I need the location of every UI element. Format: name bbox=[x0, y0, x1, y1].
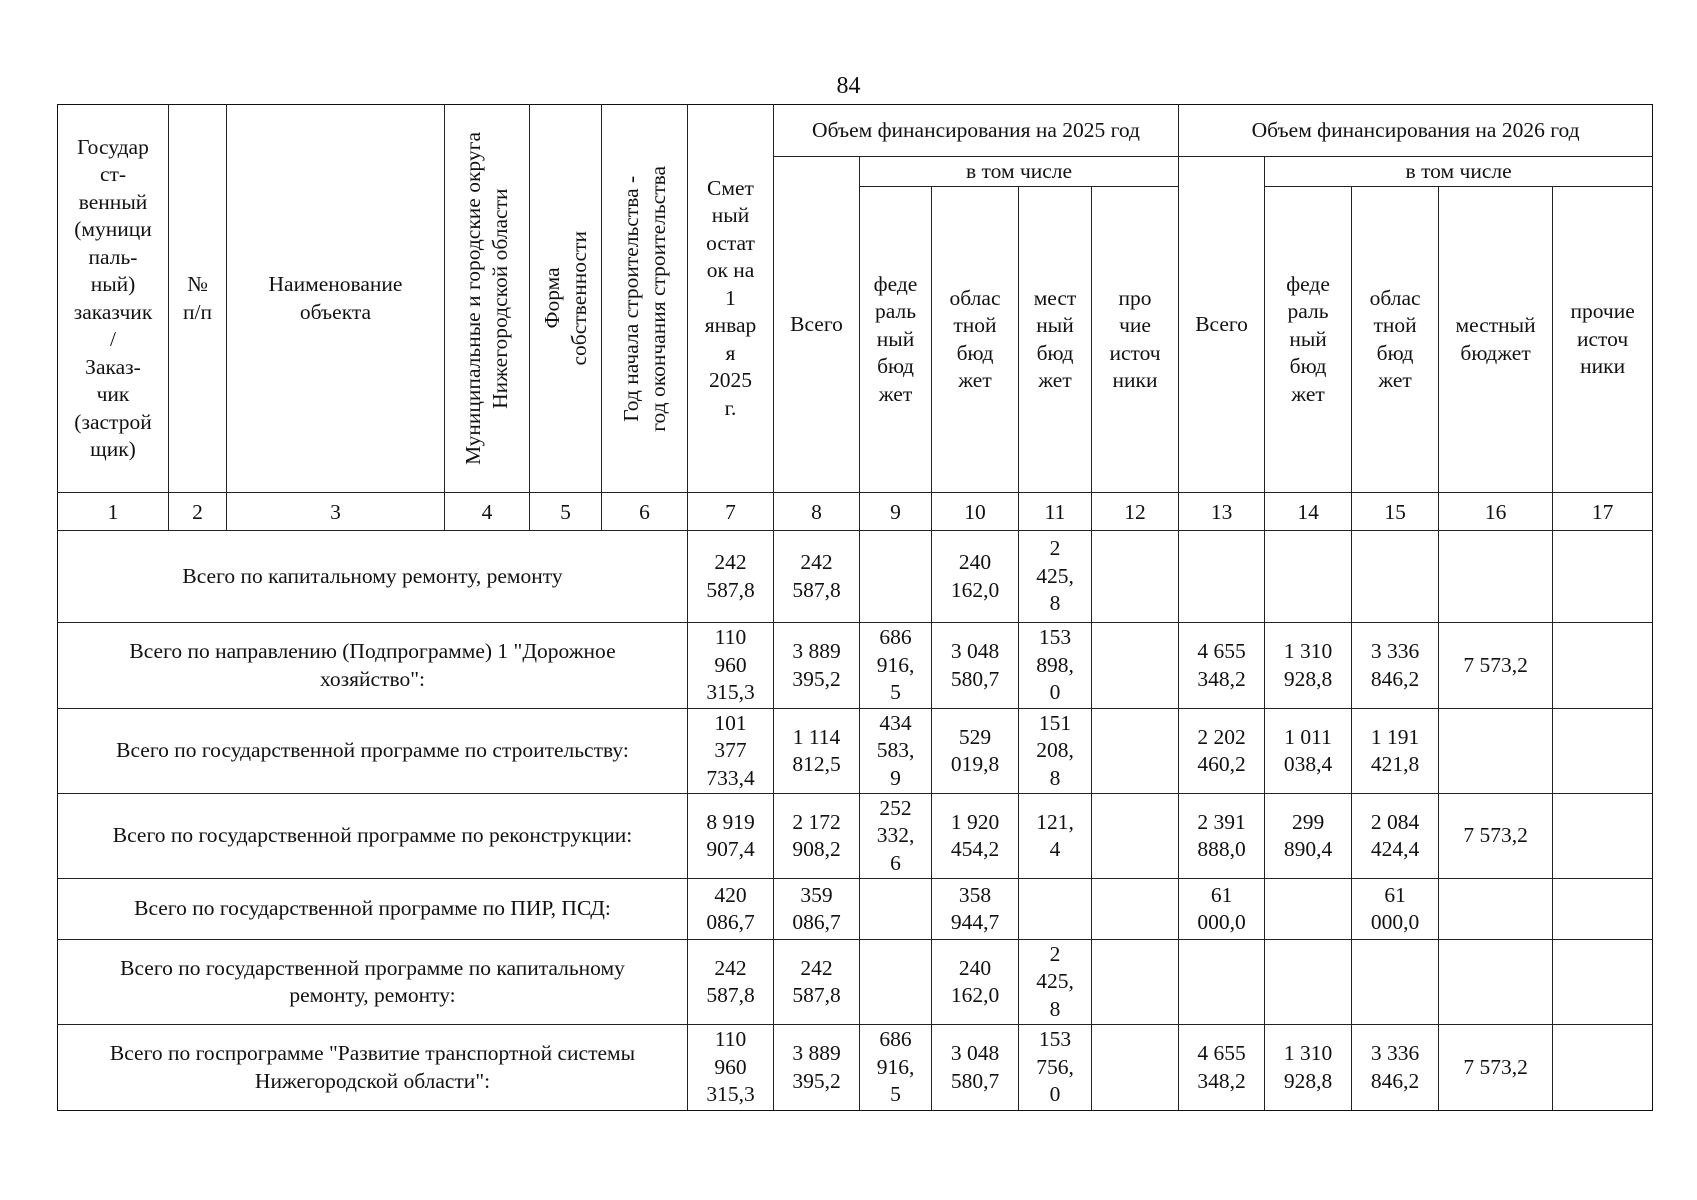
cell-local-2026 bbox=[1439, 709, 1553, 794]
header-local-2025: мест ный бюд жет bbox=[1019, 187, 1092, 493]
header-total-2025: Всего bbox=[774, 157, 860, 493]
cell-total-2025: 3 889 395,2 bbox=[774, 623, 860, 709]
column-number: 6 bbox=[602, 493, 688, 531]
cell-other-2026 bbox=[1553, 794, 1653, 879]
cell-federal-2025 bbox=[860, 531, 932, 623]
cell-estimated-balance: 242 587,8 bbox=[688, 531, 774, 623]
cell-local-2025: 151 208, 8 bbox=[1019, 709, 1092, 794]
cell-other-2025 bbox=[1092, 709, 1179, 794]
cell-other-2025 bbox=[1092, 531, 1179, 623]
column-number: 10 bbox=[932, 493, 1019, 531]
header-total-2026: Всего bbox=[1179, 157, 1265, 493]
cell-estimated-balance: 420 086,7 bbox=[688, 879, 774, 940]
cell-regional-2025: 3 048 580,7 bbox=[932, 623, 1019, 709]
header-local-2026: местный бюджет bbox=[1439, 187, 1553, 493]
cell-total-2025: 2 172 908,2 bbox=[774, 794, 860, 879]
header-federal-2025: феде раль ный бюд жет bbox=[860, 187, 932, 493]
cell-local-2025 bbox=[1019, 879, 1092, 940]
header-other-2026: прочие источ ники bbox=[1553, 187, 1653, 493]
header-estimated-balance: Смет ный остат ок на 1 январ я 2025 г. bbox=[688, 105, 774, 493]
cell-total-2025: 242 587,8 bbox=[774, 940, 860, 1025]
cell-regional-2026: 61 000,0 bbox=[1352, 879, 1439, 940]
cell-federal-2026 bbox=[1265, 940, 1352, 1025]
row-label: Всего по государственной программе по строительству: bbox=[58, 709, 688, 794]
header-row-group bbox=[58, 105, 1653, 157]
column-number: 11 bbox=[1019, 493, 1092, 531]
column-number: 12 bbox=[1092, 493, 1179, 531]
cell-other-2026 bbox=[1553, 1025, 1653, 1111]
cell-total-2025: 359 086,7 bbox=[774, 879, 860, 940]
cell-total-2026: 61 000,0 bbox=[1179, 879, 1265, 940]
cell-other-2025 bbox=[1092, 879, 1179, 940]
cell-estimated-balance: 110 960 315,3 bbox=[688, 623, 774, 709]
cell-total-2025: 1 114 812,5 bbox=[774, 709, 860, 794]
table-row bbox=[58, 709, 1653, 794]
column-number: 1 bbox=[58, 493, 169, 531]
cell-local-2025: 153 756, 0 bbox=[1019, 1025, 1092, 1111]
cell-regional-2025: 240 162,0 bbox=[932, 940, 1019, 1025]
row-label: Всего по направлению (Подпрограмме) 1 "Дорожное хозяйство": bbox=[58, 623, 688, 709]
column-number: 16 bbox=[1439, 493, 1553, 531]
header-financing-2026: Объем финансирования на 2026 год bbox=[1179, 105, 1653, 157]
cell-regional-2026: 3 336 846,2 bbox=[1352, 623, 1439, 709]
cell-other-2026 bbox=[1553, 879, 1653, 940]
cell-local-2026 bbox=[1439, 531, 1553, 623]
page-number: 84 bbox=[836, 73, 861, 99]
table-row bbox=[58, 879, 1653, 940]
table-row bbox=[58, 531, 1653, 623]
header-ownership-form: Форма собственности bbox=[530, 105, 602, 493]
cell-local-2026 bbox=[1439, 879, 1553, 940]
cell-regional-2025: 3 048 580,7 bbox=[932, 1025, 1019, 1111]
column-number: 5 bbox=[530, 493, 602, 531]
column-number: 17 bbox=[1553, 493, 1653, 531]
cell-regional-2025: 240 162,0 bbox=[932, 531, 1019, 623]
header-municipalities: Муниципальные и городские округа Нижегородской области bbox=[445, 105, 530, 493]
cell-estimated-balance: 110 960 315,3 bbox=[688, 1025, 774, 1111]
cell-federal-2025: 686 916, 5 bbox=[860, 623, 932, 709]
cell-other-2026 bbox=[1553, 623, 1653, 709]
cell-federal-2026: 1 011 038,4 bbox=[1265, 709, 1352, 794]
cell-other-2026 bbox=[1553, 940, 1653, 1025]
cell-total-2025: 242 587,8 bbox=[774, 531, 860, 623]
cell-federal-2026: 1 310 928,8 bbox=[1265, 623, 1352, 709]
cell-other-2026 bbox=[1553, 531, 1653, 623]
column-number: 3 bbox=[227, 493, 445, 531]
header-regional-2025: облас тной бюд жет bbox=[932, 187, 1019, 493]
table-row bbox=[58, 940, 1653, 1025]
cell-federal-2025: 686 916, 5 bbox=[860, 1025, 932, 1111]
cell-other-2025 bbox=[1092, 1025, 1179, 1111]
column-number: 9 bbox=[860, 493, 932, 531]
cell-federal-2026 bbox=[1265, 531, 1352, 623]
column-number: 2 bbox=[169, 493, 227, 531]
cell-local-2026: 7 573,2 bbox=[1439, 623, 1553, 709]
cell-federal-2025: 252 332, 6 bbox=[860, 794, 932, 879]
cell-federal-2025 bbox=[860, 879, 932, 940]
cell-local-2026 bbox=[1439, 940, 1553, 1025]
cell-regional-2026 bbox=[1352, 940, 1439, 1025]
header-row-number: № п/п bbox=[169, 105, 227, 493]
column-number: 15 bbox=[1352, 493, 1439, 531]
financing-table bbox=[57, 104, 1653, 1111]
cell-federal-2026 bbox=[1265, 879, 1352, 940]
cell-regional-2025: 1 920 454,2 bbox=[932, 794, 1019, 879]
cell-other-2025 bbox=[1092, 794, 1179, 879]
cell-local-2025: 153 898, 0 bbox=[1019, 623, 1092, 709]
header-in-which-2025: в том числе bbox=[860, 157, 1179, 187]
cell-total-2026: 4 655 348,2 bbox=[1179, 1025, 1265, 1111]
row-label: Всего по капитальному ремонту, ремонту bbox=[58, 531, 688, 623]
header-regional-2026: облас тной бюд жет bbox=[1352, 187, 1439, 493]
column-number: 4 bbox=[445, 493, 530, 531]
header-construction-years: Год начала строительства - год окончания строительства bbox=[602, 105, 688, 493]
cell-other-2025 bbox=[1092, 940, 1179, 1025]
cell-total-2026: 2 202 460,2 bbox=[1179, 709, 1265, 794]
column-number: 14 bbox=[1265, 493, 1352, 531]
cell-local-2026: 7 573,2 bbox=[1439, 794, 1553, 879]
header-financing-2025: Объем финансирования на 2025 год bbox=[774, 105, 1179, 157]
row-label: Всего по государственной программе по реконструкции: bbox=[58, 794, 688, 879]
cell-federal-2026: 299 890,4 bbox=[1265, 794, 1352, 879]
table-row bbox=[58, 794, 1653, 879]
cell-estimated-balance: 101 377 733,4 bbox=[688, 709, 774, 794]
cell-total-2026: 4 655 348,2 bbox=[1179, 623, 1265, 709]
cell-estimated-balance: 242 587,8 bbox=[688, 940, 774, 1025]
cell-total-2026: 2 391 888,0 bbox=[1179, 794, 1265, 879]
cell-total-2026 bbox=[1179, 531, 1265, 623]
header-other-2025: про чие источ ники bbox=[1092, 187, 1179, 493]
table-row bbox=[58, 1025, 1653, 1111]
row-label: Всего по госпрограмме "Развитие транспортной системы Нижегородской области": bbox=[58, 1025, 688, 1111]
header-federal-2026: феде раль ный бюд жет bbox=[1265, 187, 1352, 493]
cell-estimated-balance: 8 919 907,4 bbox=[688, 794, 774, 879]
cell-federal-2025 bbox=[860, 940, 932, 1025]
cell-local-2025: 2 425, 8 bbox=[1019, 531, 1092, 623]
header-customer: Государ ст- венный (муници паль- ный) заказчик / Заказ- чик (застрой щик) bbox=[58, 105, 169, 493]
row-label: Всего по государственной программе по ПИР, ПСД: bbox=[58, 879, 688, 940]
column-number: 13 bbox=[1179, 493, 1265, 531]
cell-local-2025: 2 425, 8 bbox=[1019, 940, 1092, 1025]
cell-other-2026 bbox=[1553, 709, 1653, 794]
column-number: 7 bbox=[688, 493, 774, 531]
cell-regional-2026 bbox=[1352, 531, 1439, 623]
cell-federal-2026: 1 310 928,8 bbox=[1265, 1025, 1352, 1111]
row-label: Всего по государственной программе по капитальному ремонту, ремонту: bbox=[58, 940, 688, 1025]
header-in-which-2026: в том числе bbox=[1265, 157, 1653, 187]
cell-local-2025: 121, 4 bbox=[1019, 794, 1092, 879]
header-object-name: Наименование объекта bbox=[227, 105, 445, 493]
cell-regional-2025: 358 944,7 bbox=[932, 879, 1019, 940]
table-row bbox=[58, 623, 1653, 709]
column-number: 8 bbox=[774, 493, 860, 531]
cell-total-2026 bbox=[1179, 940, 1265, 1025]
cell-local-2026: 7 573,2 bbox=[1439, 1025, 1553, 1111]
cell-regional-2026: 2 084 424,4 bbox=[1352, 794, 1439, 879]
cell-total-2025: 3 889 395,2 bbox=[774, 1025, 860, 1111]
cell-regional-2026: 1 191 421,8 bbox=[1352, 709, 1439, 794]
column-number-row bbox=[58, 493, 1653, 531]
cell-regional-2025: 529 019,8 bbox=[932, 709, 1019, 794]
cell-other-2025 bbox=[1092, 623, 1179, 709]
cell-federal-2025: 434 583, 9 bbox=[860, 709, 932, 794]
cell-regional-2026: 3 336 846,2 bbox=[1352, 1025, 1439, 1111]
